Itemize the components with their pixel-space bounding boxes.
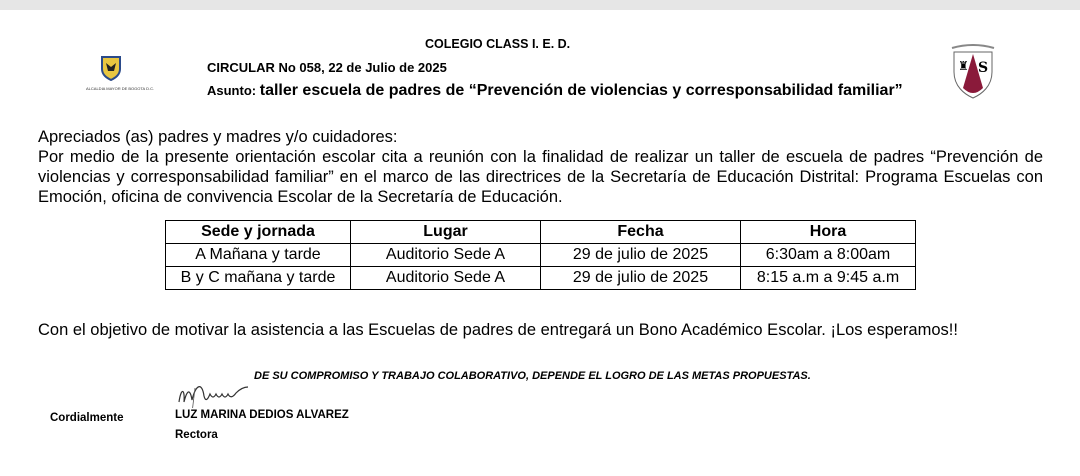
svg-text:S: S — [978, 60, 989, 76]
cell: Auditorio Sede A — [351, 267, 541, 290]
signer-role: Rectora — [175, 429, 218, 441]
subject-line — [207, 82, 903, 100]
motto: DE SU COMPROMISO Y TRABAJO COLABORATIVO, DEPENDE EL LOGRO DE LAS METAS PROPUESTAS. — [254, 370, 811, 382]
cell: 8:15 a.m a 9:45 a.m — [741, 267, 916, 290]
letter-body — [38, 127, 1043, 207]
closing-text: Con el objetivo de motivar la asistencia a las Escuelas de padres de entregará un Bono Académico Escolar. ¡Los esperamos!! — [38, 321, 958, 339]
cell: A Mañana y tarde — [166, 244, 351, 267]
table-header-row — [166, 221, 916, 244]
table-row — [166, 244, 916, 267]
cell: B y C mañana y tarde — [166, 267, 351, 290]
logo-caption: ALCALDIA MAYOR DE BOGOTA D.C. — [86, 86, 155, 91]
coat-of-arms-icon — [100, 55, 122, 81]
farewell: Cordialmente — [50, 412, 124, 424]
subject-label: Asunto: — [207, 83, 257, 98]
circular-number: CIRCULAR No 058, 22 de Julio de 2025 — [207, 60, 447, 75]
table-row — [166, 267, 916, 290]
header-cell: Lugar — [351, 221, 541, 244]
svg-text:♜: ♜ — [958, 59, 969, 73]
school-crest — [950, 44, 996, 105]
main-paragraph: Por medio de la presente orientación escolar cita a reunión con la finalidad de realizar un taller de escuela de padres “Prevención de violencias y corresponsabilidad familiar” en el marco de las directrices de la Secretaría de Educación Distrital: Programa Escuelas con Emoción, oficina de convivencia Escolar de la Secretaría de Educación. — [38, 148, 1043, 206]
top-bar — [0, 0, 1080, 10]
cell: 29 de julio de 2025 — [541, 244, 741, 267]
cell: Auditorio Sede A — [351, 244, 541, 267]
subject-text: taller escuela de padres de “Prevención de violencias y corresponsabilidad familiar” — [259, 82, 903, 99]
cell: 29 de julio de 2025 — [541, 267, 741, 290]
header-cell: Hora — [741, 221, 916, 244]
header-cell: Sede y jornada — [166, 221, 351, 244]
greeting: Apreciados (as) padres y madres y/o cuidadores: — [38, 128, 398, 146]
cell: 6:30am a 8:00am — [741, 244, 916, 267]
bogota-logo — [86, 55, 155, 91]
schedule-table — [165, 220, 916, 290]
signature-image — [175, 378, 295, 413]
signer-name: LUZ MARINA DEDIOS ALVAREZ — [175, 409, 349, 421]
header-cell: Fecha — [541, 221, 741, 244]
school-name: COLEGIO CLASS I. E. D. — [425, 37, 571, 51]
